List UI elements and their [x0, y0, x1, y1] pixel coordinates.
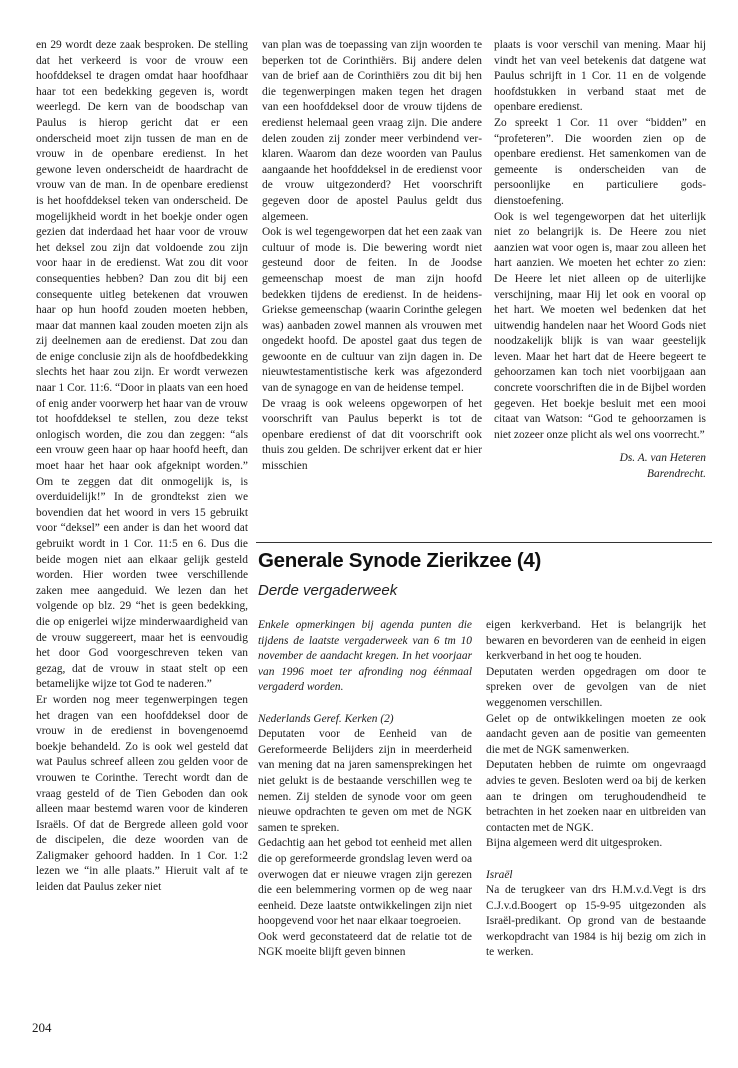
paragraph: Ook is wel tegengeworpen dat het uiterlijk niet zo belangrijk is. De Heere zou niet aanzien wat voor ogen is, maar zou alleen het hart aanzien. We moeten het echter zo zien: De Heere let niet alleen op de uiterlijke verschijning, maar Hij let ook en vooral op het hart. We moeten wel bedenken dat het uitwendig handelen naar het Woord Gods niet noodzakelijk blijk is van waar geestelijk leven. Maar het hart dat de Heere begeert te gehoorzamen kan toch niet voorbijgaan aan concrete voorschriften die in de Bijbel worden gegeven. Het boekje besluit met een mooi citaat van Watson: “God te gehoorzamen is niet zozeer onze plicht als wel ons voorrecht.” [494, 210, 706, 441]
paragraph: Deputaten voor de Eenheid van de Gereformeerde Belijders zijn in meerderheid van mening dat na jaren samensprekingen het niet gelukt is de bestaande verschillen weg te nemen. Zij stelden de synode voor om geen nieuwe opdrachten te geven om met de NGK samen te spreken. [258, 728, 472, 834]
article2-column-2 [486, 618, 706, 961]
article-column-1 [36, 38, 248, 896]
paragraph: Gedachtig aan het gebod tot eenheid met allen die op gereformeerde grondslag leven werd oa overwogen dat er nieuwe vragen zijn gerezen die een belemmering vormen op de weg naar eenheid. Deze laatste ontwikkelingen zijn niet hoopgevend voor het naar elkaar toegroeien. [258, 837, 472, 928]
section-heading: Israël [486, 868, 513, 881]
paragraph: Er worden nog meer tegenwerpingen tegen het dragen van een hoofddeksel door de vrouw in de eredienst in bovengenoemd boekje behandeld. Zo is ook wel gesteld dat wat Paulus schreef alleen zou gelden voor de vrouwen te Corinthe. Terecht wordt dan de vraag gesteld of de Tien Geboden dan ook alleen maar bestemd waren voor de kinderen Israëls. Of dat de Bergrede alleen gold voor de discipelen, die deze woorden van de Zaligmaker gehoord hadden. In 1 Cor. 1:2 lezen we “in alle plaats.” Hieruit valt af te leiden dat Paulus zeker niet [36, 693, 248, 894]
paragraph: eigen kerkverband. Het is belangrijk het bewaren en bevorderen van de eenheid in eigen kerkverband in het oog te houden. [486, 619, 706, 663]
article-intro: Enkele opmerkingen bij agenda punten die tijdens de laatste vergaderweek van 6 tm 10 november de aandacht kregen. In het voorjaar van 1996 moet ter afronding nog éénmaal vergaderd worden. [258, 619, 472, 694]
paragraph: plaats is voor verschil van mening. Maar hij vindt het van veel betekenis dat datgene wat Paulus schrijft in 1 Cor. 11 en de volgende hoofdstukken in verband staat met de openbare eredienst. [494, 39, 706, 114]
article-subtitle: Derde vergaderweek [258, 582, 398, 599]
page-number: 204 [32, 1020, 52, 1035]
paragraph: Zo spreekt 1 Cor. 11 over “bidden” en “profeteren”. Die woorden zien op de openbare eredienst. Het samenkomen van de gemeente is onderscheiden van de persoonlijke en particuliere godsdienstoefening. [494, 116, 706, 207]
paragraph: van plan was de toepassing van zijn woorden te beperken tot de Corinthiërs. Bij andere delen van de brief aan de Corinthiërs zou dit bij hen die tegenwerpingen maken tegen het dragen van een hoofddeksel door de vrouw tijdens de eredienst helemaal geen vraag zijn. Die andere delen zouden zij zonder meer verbindend verklaren. Waarom dan deze woorden van Paulus aangaande het hoofddeksel in de eredienst voor de vrouw uitgezonderd? Het voorschrift gegeven door de apostel Paulus geldt dus algemeen. [262, 39, 482, 223]
paragraph: en 29 wordt deze zaak besproken. De stelling dat het verkeerd is voor de vrouw een hoofddeksel te dragen omdat haar hoofdhaar haar tot een bedekking gegeven is, wordt weerlegd. De kern van de boodschap van Paulus is hierop gericht dat er een onderscheid moet zijn tussen de man en de vrouw in de openbare eredienst. In het gewone leven onderscheidt de haardracht de vrouw van de man. In de openbare eredienst is het hoofddeksel teken van onderscheid. De mogelijkheid wordt in het boekje onder ogen gezien dat inderdaad het haar voor de vrouw het deksel zou zijn dat voldoende zou zijn voor haar in de eredienst. Wat zou dit voor consequenties hebben? Dan zou dit bij een consequente uitleg betekenen dat vrouwen haar op hun hoofd zouden moeten hebben, maar dat mannen kaal zouden moeten zijn als zij deelnemen aan de eredienst. Dat zou dan de enige conclusie zijn als de hoofdbedekking slechts het haar zou zijn. Er wordt verwezen naar 1 Cor. 11:6. “Door in plaats van een hoed of enig ander voorwerp het haar van de vrouw tot hoofddeksel te stellen, zou deze tekst onlogisch worden, die zou dan zeggen: “als een vrouw geen haar op haar hoofd heeft, dan moet haar het haar ook afgeknipt worden.” Om te zeggen dat dit onmogelijk is, is overduidelijk!” In de grondtekst zien we bovendien dat het woord in vers 15 gebruikt voor “deksel” een ander is dan het woord dat gebruikt wordt in 1 Cor. 11:5 en 6. Dus die beide mogen niet aan elkaar gelijk gesteld worden. Hier worden twee verschillende zaken mee aangeduid. We lezen dan het volgende op blz. 29 “het is geen bedekking, die op enigerlei wijze minderwaardigheid van de vrouw suggereert, maar het is eenvoudig het door God voorgeschreven teken van gezag, dat de vrouw in staat stelt op een betamelijke wijze tot God te naderen.” [36, 39, 248, 691]
paragraph: De vraag is ook weleens opgeworpen of het voorschrift van Paulus beperkt is tot de openbare eredienst of dat dit voorschrift ook thuis zou gelden. De schrijver erkent dat er hier misschien [262, 397, 482, 473]
paragraph: Ook is wel tegengeworpen dat het een zaak van cultuur of mode is. Die bewering wordt niet gesteund door de feiten. In de Joodse gemeenschap moest de man zijn hoofd bedekken tijdens de eredienst. In de heidens-Griekse gemeenschap (waarin Corinthe gelegen was) aanbaden zowel mannen als vrouwen met ongedekt hoofd. De apostel gaat dus tegen de gewoonte en de cultuur van zijn dagen in. De nieuwtestamentistische kerk was afgezonderd van de synagoge en van de heidense tempel. [262, 226, 482, 395]
paragraph: Ook werd geconstateerd dat de relatie tot de NGK moeite blijft geven binnen [258, 930, 472, 959]
paragraph: Gelet op de ontwikkelingen moeten ze ook aandacht geven aan de positie van gemeenten die met de NGK samenwerken. [486, 712, 706, 756]
paragraph: Deputaten werden opgedragen om door te spreken over de gevolgen van de niet weggenomen verschillen. [486, 665, 706, 709]
section-divider [256, 542, 712, 543]
section-heading: Nederlands Geref. Kerken (2) [258, 712, 394, 725]
author-signature [494, 451, 706, 482]
paragraph: Na de terugkeer van drs H.M.v.d.Vegt is drs C.J.v.d.Boogert op 15-9-95 uitgezonden als Israël-predikant. Op grond van de bestaande werkopdracht van 1984 is hij bezig om zich in te werken. [486, 884, 706, 959]
article2-column-1 [258, 618, 472, 961]
author-place: Barendrecht. [647, 468, 706, 481]
article-column-3 [494, 38, 706, 483]
paragraph: Bijna algemeen werd dit uitgesproken. [486, 837, 663, 850]
article-column-2 [262, 38, 482, 475]
paragraph: Deputaten hebben de ruimte om ongevraagd advies te geven. Besloten werd oa bij de kerken aan te dringen om terughoudendheid te betrachten in het zoeken naar en uitbreiden van contacten met de NGK. [486, 759, 706, 834]
author-name: Ds. A. van Heteren [619, 452, 706, 465]
article-title: Generale Synode Zierikzee (4) [258, 549, 541, 572]
